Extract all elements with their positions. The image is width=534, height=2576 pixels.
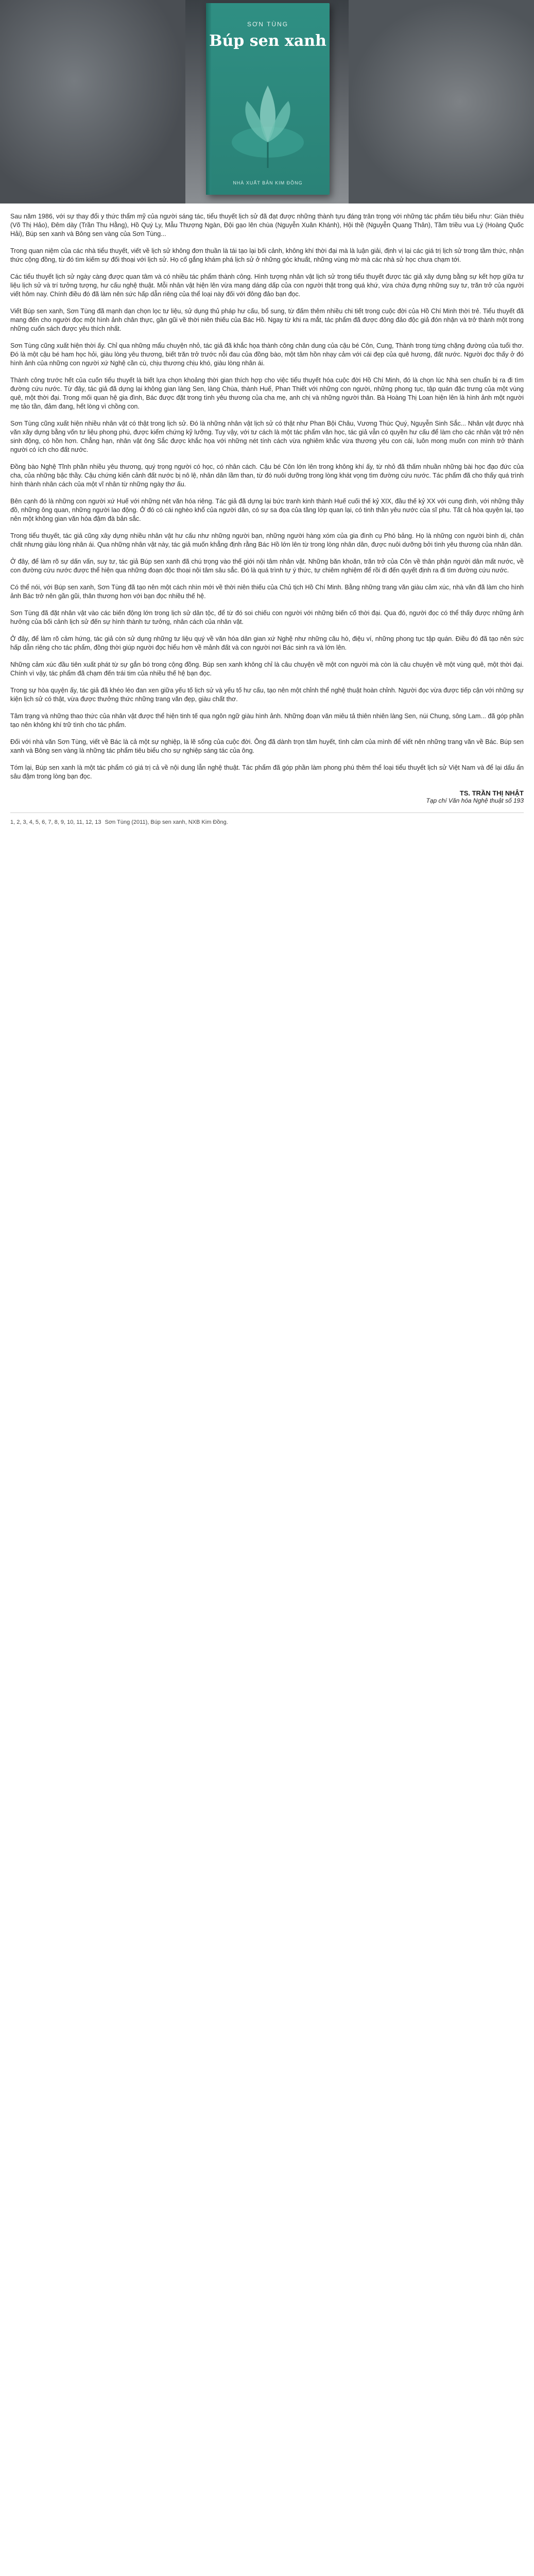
article-paragraph: Bên cạnh đó là những con người xứ Huế với những nét văn hóa riêng. Tác giả đã dựng lại bức tranh kinh thành Huế cuối thế kỷ XIX, đầu thế kỷ XX với cung đình, với những thầy đồ, những ông quan, những người lao động. Ở đó có cái nghèo khổ của người dân, có sự sa đọa của tầng lớp quan lại, có tinh thần yêu nước của sĩ phu. Tất cả hòa quyện lại, tạo nên một không gian văn hóa đậm đà bản sắc. bbox=[10, 498, 524, 522]
article-paragraph: Tâm trạng và những thao thức của nhân vật được thể hiện tinh tế qua ngôn ngữ giàu hình ảnh. Những đoạn văn miêu tả thiên nhiên làng Sen, núi Chung, sông Lam... đã góp phần tạo nên không khí trữ tình cho tác phẩm. bbox=[10, 713, 524, 728]
hero-background-right bbox=[349, 0, 534, 204]
article-paragraph: Trong quan niệm của các nhà tiểu thuyết, viết về lịch sử không đơn thuần là tái tạo lại bối cảnh, không khí thời đại mà là luận giải, định vị lại các giá trị lịch sử trong tầm thức, nhận thức cộng đồng, từ đó tìm kiếm sự đối thoại với lịch sử. Họ cố gắng khám phá lịch sử ở những góc khuất, những vùng mờ mà các nhà sử học chưa chạm tới. bbox=[10, 247, 524, 263]
article-paragraph: Sơn Tùng cũng xuất hiện thời ấy. Chỉ qua những mẩu chuyện nhỏ, tác giả đã khắc họa thành công chân dung của cậu bé Côn, Cung, Thành trong từng chặng đường của tuổi thơ. Đó là một cậu bé ham học hỏi, giàu lòng yêu thương, biết trăn trở trước nỗi đau của đồng bào, một tâm hồn nhạy cảm với cái đẹp của quê hương, đất nước. Người đọc thấy ở đó hình ảnh của những con người xứ Nghệ cần cù, chịu thương chịu khó, giàu lòng nhân ái. bbox=[10, 342, 524, 367]
lotus-illustration bbox=[227, 65, 309, 168]
article-paragraph: Sơn Tùng đã đặt nhân vật vào các biến động lớn trong lịch sử dân tộc, để từ đó soi chiếu con người với những biến cố thời đại. Qua đó, người đọc có thể thấy được những ảnh hưởng của bối cảnh lịch sử đến sự hình thành tư tưởng, nhân cách của nhân vật. bbox=[10, 609, 524, 625]
footnote-text: Sơn Tùng (2011), Búp sen xanh, NXB Kim Đồng. bbox=[105, 819, 228, 825]
footnote-numbers: 1, 2, 3, 4, 5, 6, 7, 8, 9, 10, 11, 12, 13 bbox=[10, 819, 101, 825]
author-name: TS. TRẦN THỊ NHẬT bbox=[459, 789, 524, 797]
notes-divider bbox=[10, 812, 524, 813]
book-author: SƠN TÙNG bbox=[247, 21, 289, 28]
book-cover bbox=[206, 3, 330, 195]
article-paragraph: Sơn Tùng cũng xuất hiện nhiều nhân vật có thật trong lịch sử. Đó là những nhân vật lịch sử có thật như Phan Bội Châu, Vương Thúc Quý, Nguyễn Sinh Sắc... Nhân vật được nhà văn xây dựng bằng vốn tư liệu phong phú, được kiểm chứng kỹ lưỡng. Tuy vậy, với tư cách là một tác phẩm văn học, tác giả vẫn có quyền hư cấu để làm cho các nhân vật trở nên sinh động, có hồn hơn. Chẳng hạn, nhân vật ông Sắc được khắc họa với những nét tính cách vừa nghiêm khắc vừa thương yêu con cái, luôn mong muốn con mình trở thành người có ích cho đất nước. bbox=[10, 420, 524, 453]
article-paragraph: Ở đây, để làm rõ cảm hứng, tác giả còn sử dụng những tư liệu quý về văn hóa dân gian xứ Nghệ như những câu hò, điệu ví, những phong tục tập quán. Điều đó đã tạo nên sức hấp dẫn riêng cho tác phẩm, đồng thời giúp người đọc hiểu hơn về mảnh đất và con người nơi Bác sinh ra và lớn lên. bbox=[10, 635, 524, 651]
author-signature bbox=[10, 789, 524, 804]
book-title: Búp sen xanh bbox=[209, 32, 326, 50]
book-publisher: NHÀ XUẤT BẢN KIM ĐỒNG bbox=[233, 180, 303, 185]
article-paragraph: Viết Búp sen xanh, Sơn Tùng đã mạnh dạn chọn lọc tư liệu, sử dụng thủ pháp hư cấu, bổ sung, từ đấm thêm nhiều chi tiết trong cuộc đời của Hồ Chí Minh thời trẻ. Tiểu thuyết đã mang đến cho người đọc một hình ảnh chân thực, gần gũi về thời niên thiếu của Bác Hồ. Ngay từ khi ra mắt, tác phẩm đã được đông đảo độc giả đón nhận và trở thành một trong những cuốn sách được yêu thích nhất. bbox=[10, 308, 524, 332]
article-paragraph: Đồng bào Nghệ Tĩnh phần nhiều yêu thương, quý trọng người có học, có nhân cách. Cậu bé Côn lớn lên trong không khí ấy, từ nhỏ đã thấm nhuần những bài học đạo đức của cha, của những bậc thầy. Cậu chứng kiến cảnh đất nước bị nô lệ, nhân dân lầm than, từ đó nuôi dưỡng trong lòng khát vọng tìm đường cứu nước. Tác phẩm đã cho thấy quá trình hình thành nhân cách của một vĩ nhân từ những ngày thơ ấu. bbox=[10, 463, 524, 488]
article-body bbox=[10, 212, 524, 835]
hero-background-left bbox=[0, 0, 185, 204]
article-paragraph: Trong tiểu thuyết, tác giả cũng xây dựng nhiều nhân vật hư cấu như những người bạn, những người hàng xóm của gia đình cụ Phó bảng. Họ là những con người bình dị, chân chất nhưng giàu lòng nhân ái. Qua những nhân vật này, tác giả muốn khẳng định rằng Bác Hồ lớn lên từ trong lòng nhân dân, được nuôi dưỡng bởi tình yêu thương của nhân dân. bbox=[10, 532, 524, 548]
article-paragraph: Ở đây, để làm rõ sự dấn vấn, suy tư, tác giả Búp sen xanh đã chú trọng vào thế giới nội tâm nhân vật. Những băn khoăn, trăn trở của Côn về thân phận người dân mất nước, về con đường cứu nước được thể hiện qua những đoạn độc thoại nội tâm sâu sắc. Đó là quá trình tự ý thức, tự chiêm nghiệm để rồi đi đến quyết định ra đi tìm đường cứu nước. bbox=[10, 558, 524, 574]
article-paragraph: Tóm lại, Búp sen xanh là một tác phẩm có giá trị cả về nội dung lẫn nghệ thuật. Tác phẩm đã góp phần làm phong phú thêm thể loại tiểu thuyết lịch sử Việt Nam và để lại dấu ấn sâu đậm trong lòng bạn đọc. bbox=[10, 764, 524, 780]
article-paragraph: Đối với nhà văn Sơn Tùng, viết về Bác là cả một sự nghiệp, là lẽ sống của cuộc đời. Ông đã dành trọn tâm huyết, tình cảm của mình để viết nên những trang văn về Bác. Búp sen xanh và Bông sen vàng là những tác phẩm tiêu biểu cho sự nghiệp sáng tác của ông. bbox=[10, 738, 524, 754]
article-paragraph: Sau năm 1986, với sự thay đổi y thức thẩm mỹ của người sáng tác, tiểu thuyết lịch sử đã đạt được những thành tựu đáng trân trọng với những tác phẩm tiêu biểu như: Giàn thiêu (Võ Thị Hảo), Đêm dày (Trần Thu Hằng), Hồ Quý Ly, Mẫu Thượng Ngàn, Đội gạo lên chùa (Nguyễn Xuân Khánh), Hội thề (Nguyễn Quang Thân), Tầm triều vua Lý (Hoàng Quốc Hải), Búp sen xanh và Bông sen vàng của Sơn Tùng... bbox=[10, 213, 524, 238]
hero-image bbox=[0, 0, 534, 204]
article-paragraph: Những cảm xúc đầu tiên xuất phát từ sự gắn bó trong cộng đồng. Búp sen xanh không chỉ là câu chuyện về một con người mà còn là câu chuyện về một vùng quê, một thời đại. Chính vì vậy, tác phẩm đã chạm đến trái tim của nhiều thế hệ bạn đọc. bbox=[10, 661, 524, 677]
article-paragraph: Các tiểu thuyết lịch sử ngày càng được quan tâm và có nhiều tác phẩm thành công. Hình tượng nhân vật lịch sử trong tiểu thuyết được tác giả xây dựng bằng sự kết hợp giữa tư liệu lịch sử và trí tưởng tượng, hư cấu nghệ thuật. Mỗi nhân vật hiện lên vừa mang dáng dấp của con người thật trong quá khứ, vừa chứa đựng những suy tư, trăn trở của người viết hôm nay. Chính điều đó đã làm nên sức hấp dẫn riêng của thể loại này đối với đông đảo bạn đọc. bbox=[10, 273, 524, 298]
footnotes bbox=[10, 819, 524, 825]
article-source: Tạp chí Văn hóa Nghệ thuật số 193 bbox=[426, 797, 524, 804]
article-paragraph: Thành công trước hết của cuốn tiểu thuyết là biết lựa chọn khoảng thời gian thích hợp cho việc tiểu thuyết hóa cuộc đời Hồ Chí Minh, đó là chọn lúc Nhà sen chuẩn bị ra đi tìm đường cứu nước. Từ đây, tác giả đã dựng lại không gian làng Sen, làng Chùa, thành Huế, Phan Thiết với những con người, những phong tục, tập quán đặc trưng của một vùng quê, một thời đại. Trong mối quan hệ gia đình, Bác được đặt trong tình yêu thương của cha mẹ, anh chị và những người thân. Bà Hoàng Thị Loan hiện lên là hình ảnh một người mẹ tảo tần, đảm đang, hết lòng vì chồng con. bbox=[10, 377, 524, 410]
article-paragraph: Có thể nói, với Búp sen xanh, Sơn Tùng đã tạo nên một cách nhìn mới về thời niên thiếu của Chủ tịch Hồ Chí Minh. Bằng những trang văn giàu cảm xúc, nhà văn đã làm cho hình ảnh Bác trở nên gần gũi, thân thương hơn với bạn đọc nhiều thế hệ. bbox=[10, 584, 524, 600]
article-paragraph: Trong sự hòa quyện ấy, tác giả đã khéo léo đan xen giữa yếu tố lịch sử và yếu tố hư cấu, tạo nên một chỉnh thể nghệ thuật hoàn chỉnh. Người đọc vừa được tiếp cận với những sự kiện lịch sử có thật, vừa được thưởng thức những trang văn đẹp, giàu chất thơ. bbox=[10, 687, 524, 703]
